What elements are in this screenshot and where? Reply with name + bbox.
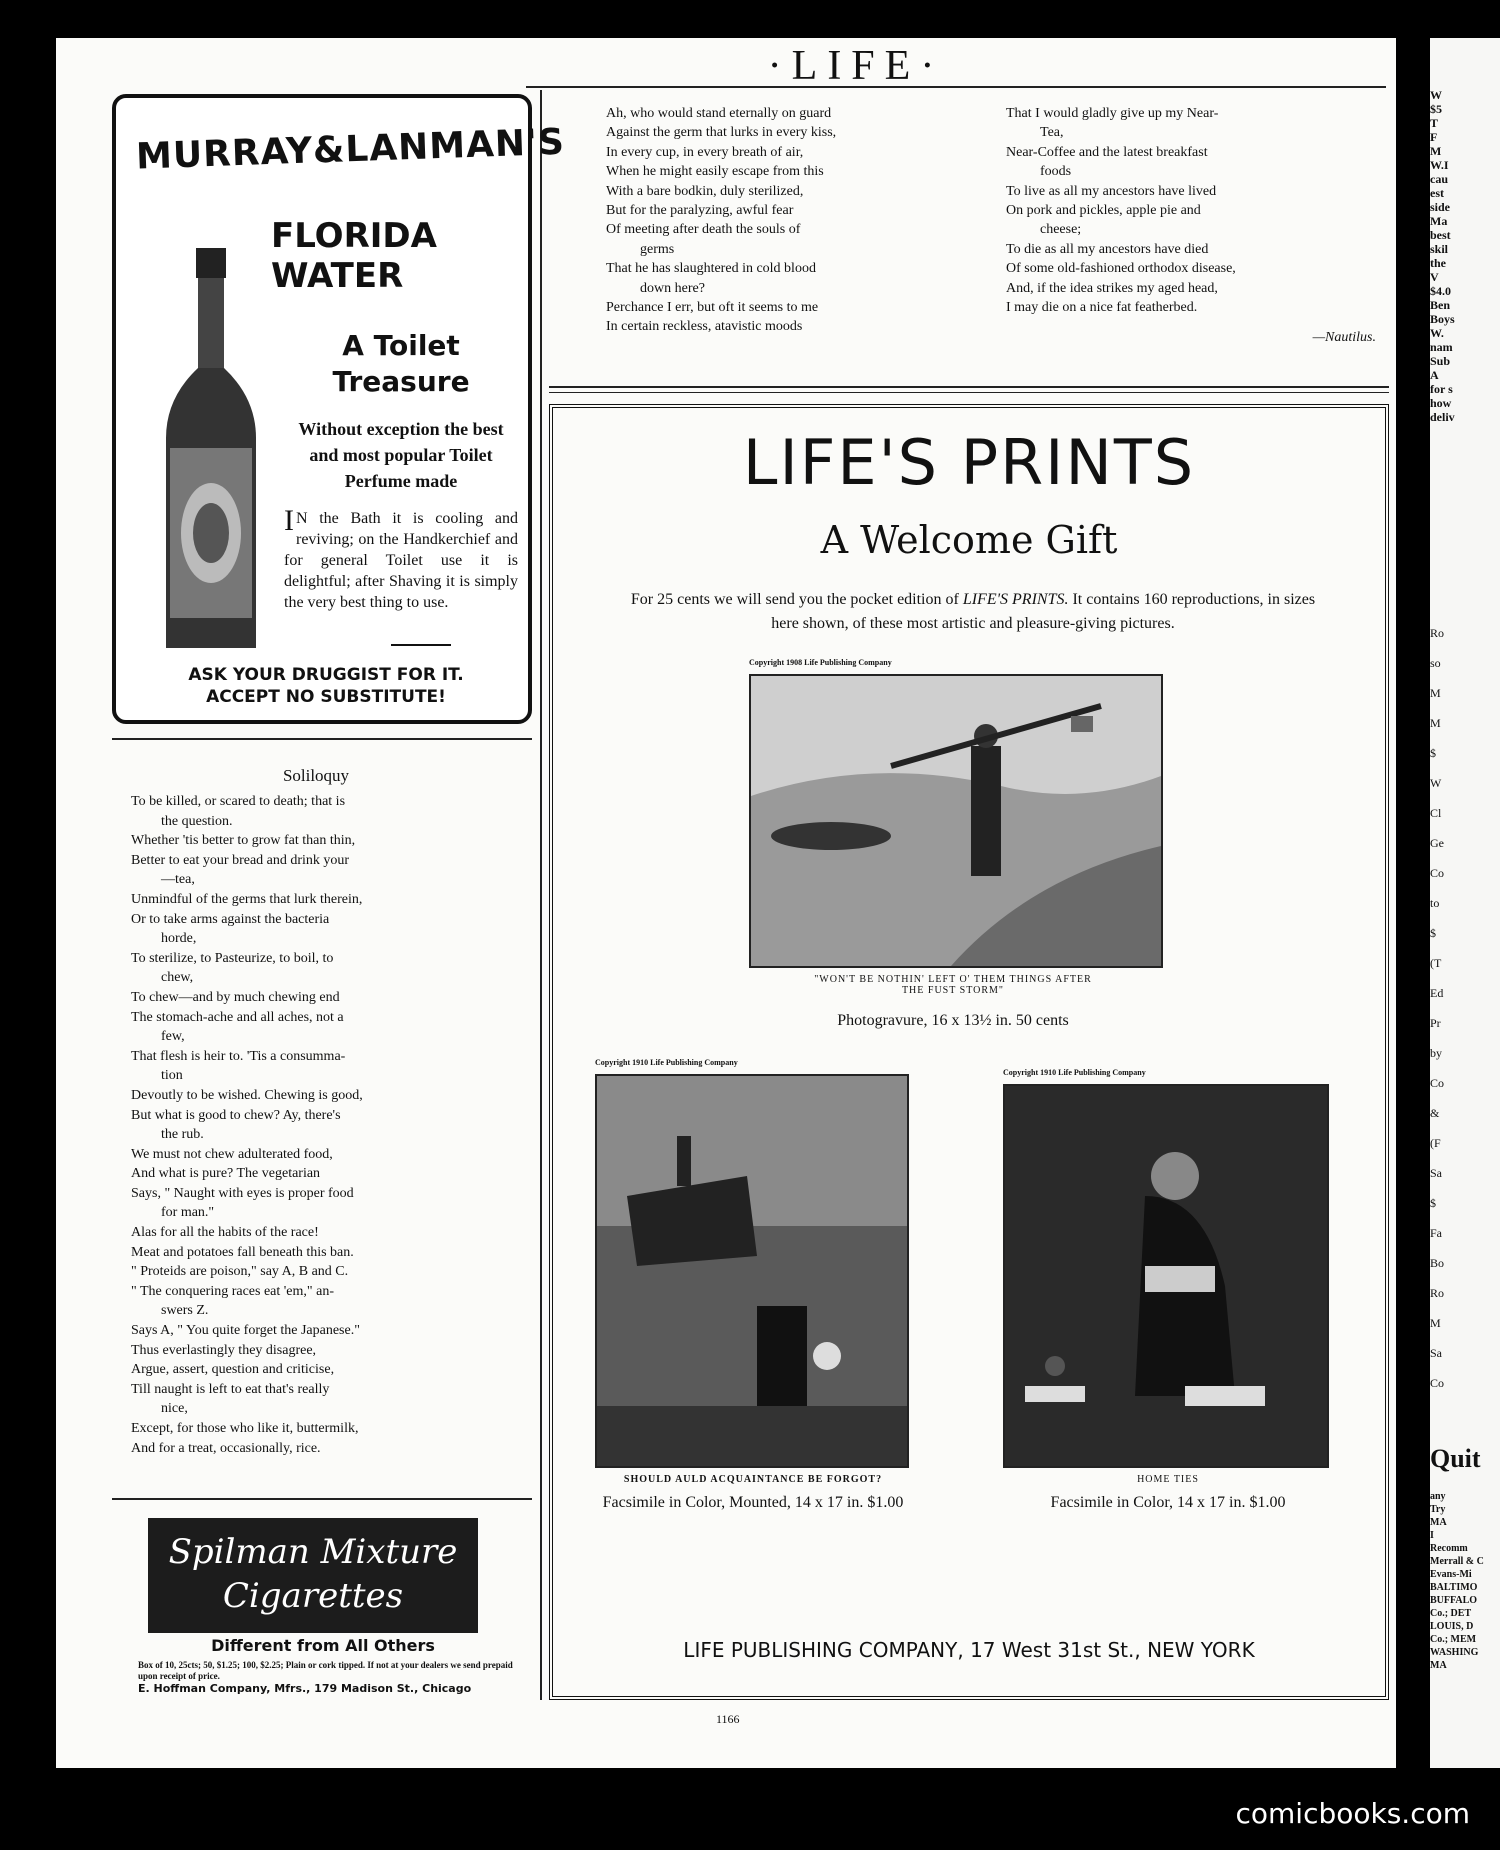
strip-line: best	[1430, 228, 1451, 242]
strip-line: Co.; DET	[1430, 1608, 1472, 1619]
poem-line: nice,	[161, 1401, 188, 1417]
poem-line: few,	[161, 1029, 185, 1045]
poem-line: the question.	[161, 813, 233, 829]
poem-line: To chew—and by much chewing end	[131, 989, 340, 1005]
print3-price: Facsimile in Color, 14 x 17 in. $1.00	[1050, 1494, 1286, 1511]
poem-attribution-wrap	[1176, 328, 1376, 347]
poem-line: I may die on a nice fat featherbed.	[1006, 300, 1198, 316]
strip-line: Merrall & C	[1430, 1556, 1484, 1567]
poem-line: " Proteids are poison," say A, B and C.	[131, 1264, 349, 1280]
strip-line: deliv	[1430, 410, 1455, 424]
page-number: 1166	[716, 1712, 740, 1726]
strip-line: Co	[1430, 1376, 1445, 1390]
print1-caption-line-1: "WON'T BE NOTHIN' LEFT O' THEM THINGS AFTER	[814, 974, 1092, 985]
poem-line: In certain reckless, atavistic moods	[606, 319, 803, 335]
poem-line: Perchance I err, but oft it seems to me	[606, 300, 819, 316]
print3-copyright: Copyright 1910 Life Publishing Company	[1003, 1068, 1146, 1077]
print2-copyright: Copyright 1910 Life Publishing Company	[595, 1058, 738, 1067]
masthead-rule	[526, 86, 1386, 88]
ad-blurb: Without exception the best and most popular Toilet Perfume made	[298, 419, 504, 491]
strip-line: how	[1430, 396, 1452, 410]
poem-line: The stomach-ache and all aches, not a	[131, 1009, 344, 1025]
ad-body	[284, 504, 518, 613]
product-line-2: WATER	[271, 256, 404, 296]
strip-line: Ro	[1430, 1286, 1445, 1300]
woman-illustration	[1005, 1086, 1327, 1466]
spilman-maker: E. Hoffman Company, Mfrs., 179 Madison St., Chicago	[138, 1682, 472, 1695]
poem-line: horde,	[161, 931, 197, 947]
strip-line: to	[1430, 896, 1440, 910]
logo-line-2: Cigarettes	[222, 1576, 404, 1616]
poem-line: To sterilize, to Pasteurize, to boil, to	[131, 950, 334, 966]
strip-heading: Quit	[1430, 1444, 1481, 1473]
prints-headline: LIFE'S PRINTS	[742, 426, 1196, 499]
strip-line: V	[1430, 270, 1439, 284]
print2-caption: SHOULD AULD ACQUAINTANCE BE FORGOT?	[623, 1474, 883, 1485]
strip-line: Pr	[1430, 1016, 1441, 1030]
strip-line: Fa	[1430, 1226, 1442, 1240]
poem-line: To be killed, or scared to death; that is	[131, 794, 346, 809]
strip-line: so	[1430, 656, 1441, 670]
poem-column-1	[606, 104, 986, 337]
watermark: comicbooks.com	[1235, 1797, 1470, 1830]
spilman-logo-text	[148, 1530, 478, 1618]
strip-line: any	[1430, 1491, 1446, 1502]
strip-line: Ge	[1430, 836, 1444, 850]
strip-line: $	[1430, 926, 1436, 940]
poem-line: cheese;	[1040, 222, 1082, 238]
poem-line: swers Z.	[161, 1303, 209, 1319]
poem-line: Better to eat your bread and drink your	[131, 852, 350, 868]
poem-line: Tea,	[1040, 125, 1064, 141]
strip-line: Boys	[1430, 312, 1455, 326]
prints-footer: LIFE PUBLISHING COMPANY, 17 West 31st St., NEW YORK	[683, 1638, 1255, 1662]
strip-line: MA	[1430, 1660, 1447, 1671]
strip-line: Ma	[1430, 214, 1448, 228]
strip-line: LOUIS, D	[1430, 1621, 1474, 1632]
poem-line: We must not chew adulterated food,	[131, 1146, 333, 1162]
strip-line: Bo	[1430, 1256, 1445, 1270]
bottle-illustration	[156, 248, 266, 658]
strip-line: (F	[1430, 1136, 1441, 1150]
strip-line: W.I	[1430, 158, 1449, 172]
print1-image	[749, 674, 1163, 968]
lifes-prints-ad	[549, 404, 1389, 1700]
poem-line: —tea,	[161, 872, 195, 888]
intro-suffix: It contains 160 reproductions, in sizes here shown, of these most artistic and pleasure-giving pictures.	[771, 591, 1316, 632]
poem-line: With a bare bodkin, duly sterilized,	[606, 183, 804, 199]
poem-attribution: —Nautilus.	[1312, 330, 1376, 345]
strip-line: Ben	[1430, 298, 1451, 312]
poem-line: To live as all my ancestors have lived	[1006, 183, 1217, 199]
poem-line: Argue, assert, question and criticise,	[131, 1362, 335, 1378]
strip-line: by	[1430, 1046, 1442, 1060]
strip-line: M	[1430, 144, 1442, 158]
spilman-tagline: Different from All Others	[211, 1636, 435, 1655]
strip-line: Try	[1430, 1504, 1446, 1515]
product-line-1: FLORIDA	[271, 216, 437, 256]
strip-line: Ed	[1430, 986, 1444, 1000]
ad-brand: MURRAY&LANMAN'S	[135, 121, 566, 178]
poem-line: And for a treat, occasionally, rice.	[131, 1440, 321, 1456]
strip-line: M	[1430, 686, 1441, 700]
poem-line: foods	[1040, 164, 1072, 180]
poem-line: germs	[640, 241, 675, 257]
poem-line: On pork and pickles, apple pie and	[1006, 203, 1201, 219]
ship-illustration	[597, 1076, 907, 1466]
callout-line-2: ACCEPT NO SUBSTITUTE!	[206, 687, 446, 707]
poem-line: chew,	[161, 970, 194, 986]
poem-line: Of some old-fashioned orthodox disease,	[1006, 261, 1236, 277]
print3-caption: HOME TIES	[1137, 1474, 1199, 1485]
strip-line: (T	[1430, 956, 1442, 970]
strip-line: Sa	[1430, 1346, 1442, 1360]
prints-subheadline: A Welcome Gift	[820, 518, 1118, 562]
poem-line: Says, " Naught with eyes is proper food	[131, 1185, 354, 1201]
column-divider	[540, 90, 542, 1700]
strip-line: Sub	[1430, 354, 1451, 368]
poem-line: down here?	[640, 280, 705, 296]
poem-line: Whether 'tis better to grow fat than thin,	[131, 833, 356, 849]
strip-line: Recomm	[1430, 1543, 1468, 1554]
logo-line-1: Spilman Mixture	[168, 1532, 458, 1572]
strip-line: $5	[1430, 102, 1442, 116]
strip-line: I	[1430, 1530, 1434, 1541]
strip-line: nam	[1430, 340, 1453, 354]
poem-line: Alas for all the habits of the race!	[131, 1225, 319, 1241]
poem-line: That flesh is heir to. 'Tis a consumma-	[131, 1048, 346, 1064]
spilman-fine-print: Box of 10, 25cts; 50, $1.25; 100, $2.25; Plain or cork tipped. If not at your dealers we send prepaid upon receipt of price.	[138, 1660, 513, 1681]
strip-line: W	[1430, 88, 1442, 102]
strip-line: Sa	[1430, 1166, 1442, 1180]
poem-line: That he has slaughtered in cold blood	[606, 261, 816, 277]
ad-divider	[391, 644, 451, 646]
section-rule	[112, 738, 532, 740]
strip-line: BALTIMO	[1430, 1582, 1478, 1593]
print3-image	[1003, 1084, 1329, 1468]
intro-title: LIFE'S PRINTS.	[962, 591, 1069, 608]
subtitle-line-2: Treasure	[332, 365, 470, 398]
strip-line: Co	[1430, 866, 1445, 880]
poem-line: Devoutly to be wished. Chewing is good,	[131, 1087, 363, 1103]
spilman-ad	[128, 1518, 518, 1698]
print1-caption-line-2: THE FUST STORM"	[901, 985, 1005, 996]
poem-line: Says A, " You quite forget the Japanese."	[131, 1323, 360, 1339]
poem-line: Or to take arms against the bacteria	[131, 911, 330, 927]
strip-line: W.	[1430, 326, 1444, 340]
strip-line: for s	[1430, 382, 1453, 396]
strip-line: &	[1430, 1106, 1440, 1120]
spilman-logo	[148, 1518, 478, 1633]
callout-line-1: ASK YOUR DRUGGIST FOR IT.	[188, 665, 464, 685]
strip-line: side	[1430, 200, 1451, 214]
print2-price: Facsimile in Color, Mounted, 14 x 17 in. $1.00	[602, 1494, 904, 1511]
strip-bottom-text	[1430, 1490, 1500, 1672]
strip-line: Co.; MEM	[1430, 1634, 1477, 1645]
poem-line: And what is pure? The vegetarian	[131, 1166, 321, 1182]
strip-line: MA	[1430, 1517, 1447, 1528]
adjacent-page-strip	[1430, 38, 1500, 1768]
strip-line: $4.0	[1430, 284, 1451, 298]
section-rule	[549, 392, 1389, 393]
poem-line: Ah, who would stand eternally on guard	[606, 106, 832, 121]
strip-line: est	[1430, 186, 1444, 200]
poem-column-2	[1006, 104, 1386, 317]
poem-line: " The conquering races eat 'em," an-	[131, 1283, 334, 1299]
strip-line: the	[1430, 256, 1446, 270]
ad-callout	[136, 664, 516, 708]
magazine-page	[56, 38, 1396, 1768]
print1-caption	[703, 974, 1203, 996]
strip-line: $	[1430, 1196, 1436, 1210]
poem-line: Of meeting after death the souls of	[606, 222, 801, 238]
poem-line: Till naught is left to eat that's really	[131, 1381, 330, 1397]
strip-line: WASHING	[1430, 1647, 1479, 1658]
strip-mid-text	[1430, 626, 1500, 1406]
poem-line: But for the paralyzing, awful fear	[606, 203, 794, 219]
strip-line: skil	[1430, 242, 1449, 256]
poem-line: Against the germ that lurks in every kiss,	[606, 125, 837, 141]
poem-line: Meat and potatoes fall beneath this ban.	[131, 1244, 354, 1260]
masthead: ·LIFE·	[767, 43, 945, 89]
strip-line: A	[1430, 368, 1439, 382]
print2-image	[595, 1074, 909, 1468]
section-rule	[549, 386, 1389, 388]
poem-line: And, if the idea strikes my aged head,	[1006, 280, 1218, 296]
poem-line: But what is good to chew? Ay, there's	[131, 1107, 341, 1123]
subtitle-line-1: A Toilet	[342, 329, 460, 362]
poem-line: tion	[161, 1068, 183, 1084]
strip-line: Ro	[1430, 626, 1445, 640]
strip-line: F	[1430, 130, 1438, 144]
product-name	[271, 216, 437, 296]
poem-line: In every cup, in every breath of air,	[606, 144, 804, 160]
strip-line: M	[1430, 1316, 1441, 1330]
poem-line: To die as all my ancestors have died	[1006, 241, 1209, 257]
poem-line: Unmindful of the germs that lurk therein,	[131, 891, 363, 907]
fisherman-illustration	[751, 676, 1161, 966]
section-rule	[112, 1498, 532, 1500]
strip-line: Evans-Mi	[1430, 1569, 1472, 1580]
murray-lanman-ad	[112, 94, 566, 724]
strip-top-text	[1430, 88, 1500, 424]
prints-intro	[623, 588, 1323, 636]
poem-line: Thus everlastingly they disagree,	[131, 1342, 317, 1358]
poem-line: the rub.	[161, 1127, 204, 1143]
strip-line: W	[1430, 776, 1442, 790]
poem-line: Except, for those who like it, buttermilk,	[131, 1421, 359, 1436]
soliloquy-poem	[131, 792, 461, 1458]
print1-price: Photogravure, 16 x 13½ in. 50 cents	[837, 1012, 1069, 1029]
soliloquy-title: Soliloquy	[282, 766, 350, 785]
ad-body-text: N the Bath it is cooling and reviving; on the Handkerchief and for general Toilet use it is delightful; after Shaving it is simply the very best thing to use.	[284, 510, 518, 611]
strip-line: M	[1430, 716, 1441, 730]
ad-subtitle	[286, 328, 516, 400]
poem-line: That I would gladly give up my Near-	[1006, 106, 1219, 121]
poem-line: Near-Coffee and the latest breakfast	[1006, 144, 1208, 160]
poem-line: for man."	[161, 1205, 215, 1221]
drop-cap: I	[284, 504, 294, 537]
strip-line: BUFFALO	[1430, 1595, 1478, 1606]
strip-line: Cl	[1430, 806, 1442, 820]
poem-line: When he might easily escape from this	[606, 164, 824, 180]
intro-prefix: For 25 cents we will send you the pocket edition of	[630, 591, 959, 608]
strip-line: $	[1430, 746, 1436, 760]
print1-copyright: Copyright 1908 Life Publishing Company	[749, 658, 892, 667]
strip-line: Co	[1430, 1076, 1445, 1090]
strip-line: T	[1430, 116, 1439, 130]
strip-line: cau	[1430, 172, 1448, 186]
